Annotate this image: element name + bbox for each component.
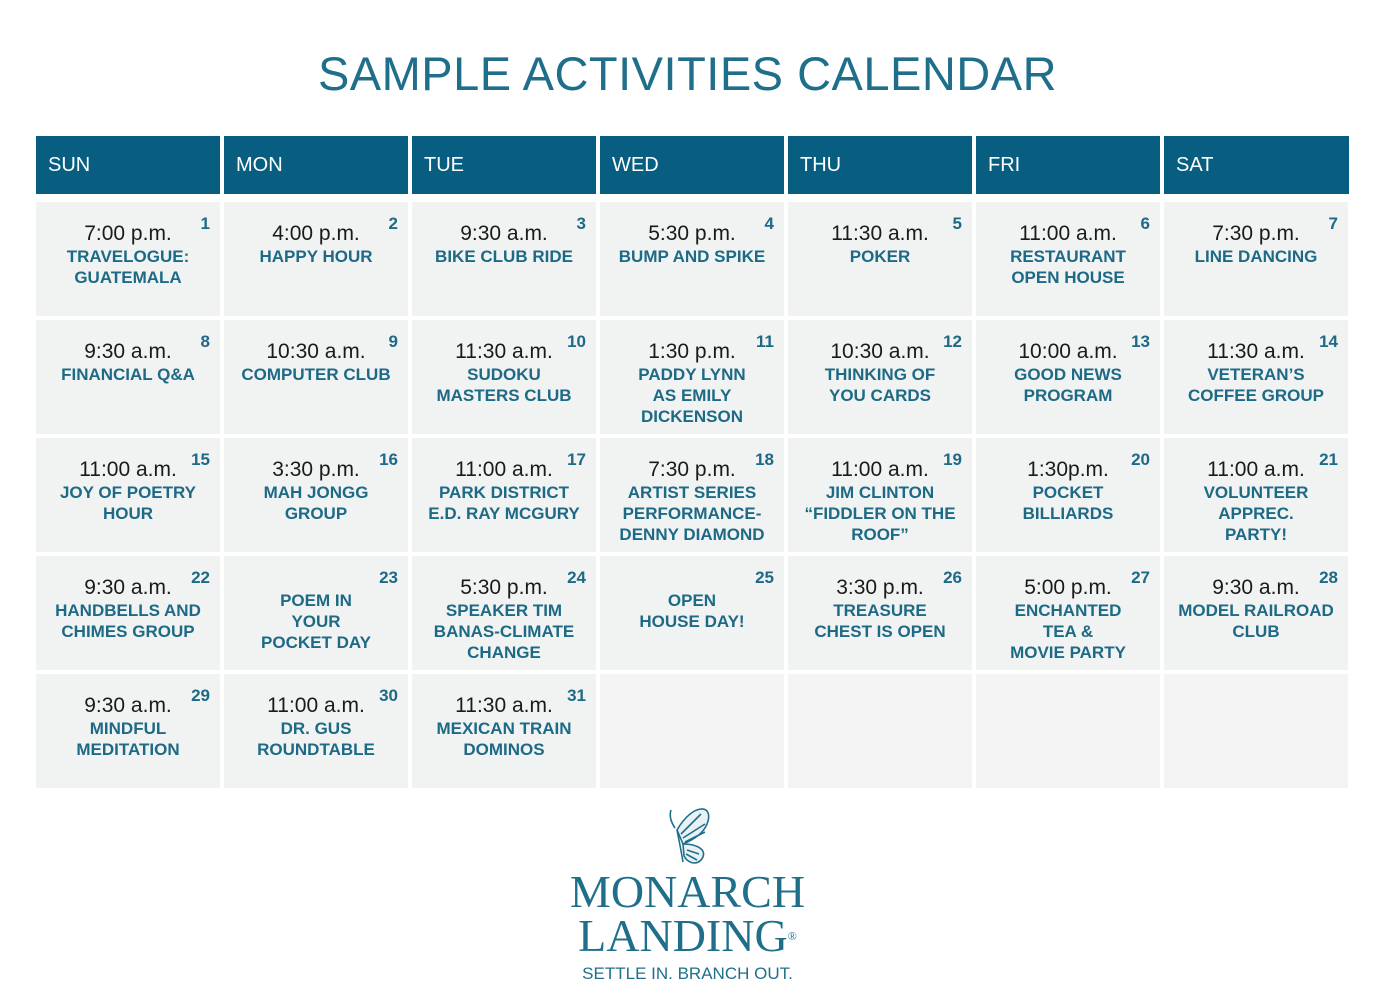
event-title: OPEN HOUSE DAY! xyxy=(639,591,745,631)
weekday-header xyxy=(36,136,1349,194)
event-title: RESTAURANT OPEN HOUSE xyxy=(1010,247,1126,287)
event-title: HAPPY HOUR xyxy=(259,247,373,266)
event-title: JIM CLINTON “FIDDLER ON THE ROOF” xyxy=(804,483,956,544)
day-content xyxy=(224,340,408,385)
event-title: POCKET BILLIARDS xyxy=(1022,483,1114,523)
event-time: 1:30p.m. xyxy=(1027,458,1109,481)
event-title: MINDFUL MEDITATION xyxy=(76,719,180,759)
day-cell xyxy=(788,320,972,434)
event-time: 10:30 a.m. xyxy=(830,340,930,363)
weekday-fri: FRI xyxy=(976,136,1160,194)
day-number: 4 xyxy=(764,214,774,233)
event-title: JOY OF POETRY HOUR xyxy=(59,483,197,523)
event-title: POKER xyxy=(849,247,911,266)
event-title: VOLUNTEER APPREC. PARTY! xyxy=(1203,483,1309,544)
day-number: 27 xyxy=(1131,568,1150,587)
event-title: SPEAKER TIM BANAS-CLIMATE CHANGE xyxy=(433,601,575,662)
day-content xyxy=(36,576,220,642)
day-number: 14 xyxy=(1319,332,1338,351)
day-number: 26 xyxy=(943,568,962,587)
day-content xyxy=(224,222,408,267)
day-cell xyxy=(1164,556,1348,670)
day-number: 21 xyxy=(1319,450,1338,469)
empty-day-cell xyxy=(1164,674,1348,788)
event-time: 11:30 a.m. xyxy=(1207,340,1305,363)
day-content xyxy=(788,340,972,406)
event-title: VETERAN’S COFFEE GROUP xyxy=(1187,365,1324,405)
calendar-grid xyxy=(36,202,1348,788)
day-content xyxy=(36,222,220,288)
event-title: MODEL RAILROAD CLUB xyxy=(1178,601,1334,641)
day-cell xyxy=(1164,202,1348,316)
day-number: 2 xyxy=(388,214,398,233)
day-content xyxy=(1164,576,1348,642)
event-time: 11:00 a.m. xyxy=(455,458,553,481)
day-number: 18 xyxy=(755,450,774,469)
event-time: 5:30 p.m. xyxy=(648,222,736,245)
day-number: 16 xyxy=(379,450,398,469)
weekday-sun: SUN xyxy=(36,136,220,194)
day-content xyxy=(1164,340,1348,406)
event-title: HANDBELLS AND CHIMES GROUP xyxy=(55,601,201,641)
day-content xyxy=(412,576,596,663)
event-time: 5:00 p.m. xyxy=(1024,576,1112,599)
event-title: GOOD NEWS PROGRAM xyxy=(1014,365,1122,405)
weekday-wed: WED xyxy=(600,136,784,194)
event-title: MEXICAN TRAIN DOMINOS xyxy=(436,719,572,759)
event-time: 11:00 a.m. xyxy=(831,458,929,481)
event-title: TRAVELOGUE: GUATEMALA xyxy=(66,247,190,287)
day-number: 31 xyxy=(567,686,586,705)
event-time: 3:30 p.m. xyxy=(272,458,360,481)
day-number: 7 xyxy=(1328,214,1338,233)
event-time: 9:30 a.m. xyxy=(84,576,172,599)
day-cell xyxy=(788,438,972,552)
day-content xyxy=(224,458,408,524)
day-number: 8 xyxy=(200,332,210,351)
day-cell xyxy=(224,674,408,788)
day-content xyxy=(788,576,972,642)
day-cell xyxy=(224,320,408,434)
weekday-thu: THU xyxy=(788,136,972,194)
day-content xyxy=(36,458,220,524)
event-time: 11:30 a.m. xyxy=(831,222,929,245)
event-time: 11:00 a.m. xyxy=(79,458,177,481)
event-time: 9:30 a.m. xyxy=(460,222,548,245)
day-cell xyxy=(976,320,1160,434)
registered-mark: ® xyxy=(787,929,797,943)
day-cell xyxy=(224,556,408,670)
day-content xyxy=(976,222,1160,288)
day-content xyxy=(412,694,596,760)
event-title: FINANCIAL Q&A xyxy=(61,365,195,384)
day-content xyxy=(412,340,596,406)
day-cell xyxy=(600,438,784,552)
day-number: 22 xyxy=(191,568,210,587)
event-time: 11:30 a.m. xyxy=(455,340,553,363)
brand-tagline: SETTLE IN. BRANCH OUT. xyxy=(582,964,793,983)
event-title: BUMP AND SPIKE xyxy=(618,247,766,266)
day-cell xyxy=(412,556,596,670)
day-cell xyxy=(224,438,408,552)
empty-day-cell xyxy=(788,674,972,788)
event-title: BIKE CLUB RIDE xyxy=(435,247,573,266)
day-content xyxy=(412,222,596,267)
day-number: 1 xyxy=(200,214,210,233)
weekday-tue: TUE xyxy=(412,136,596,194)
event-time: 5:30 p.m. xyxy=(460,576,548,599)
day-cell xyxy=(36,438,220,552)
event-time: 10:00 a.m. xyxy=(1018,340,1118,363)
event-title: COMPUTER CLUB xyxy=(241,365,391,384)
event-title: THINKING OF YOU CARDS xyxy=(824,365,936,405)
day-number: 17 xyxy=(567,450,586,469)
event-time: 9:30 a.m. xyxy=(84,694,172,717)
day-cell xyxy=(224,202,408,316)
day-number: 11 xyxy=(756,332,774,351)
day-number: 23 xyxy=(379,568,398,587)
day-cell xyxy=(36,556,220,670)
day-content xyxy=(36,694,220,760)
day-number: 28 xyxy=(1319,568,1338,587)
weekday-mon: MON xyxy=(224,136,408,194)
event-title: PADDY LYNN AS EMILY DICKENSON xyxy=(638,365,746,426)
brand-logo xyxy=(565,800,810,984)
event-time: 11:30 a.m. xyxy=(455,694,553,717)
event-title: TREASURE CHEST IS OPEN xyxy=(814,601,946,641)
day-cell xyxy=(976,202,1160,316)
day-cell xyxy=(412,674,596,788)
day-content xyxy=(976,576,1160,663)
butterfly-icon xyxy=(653,800,723,870)
day-content xyxy=(600,222,784,267)
day-cell xyxy=(412,320,596,434)
day-content xyxy=(36,340,220,385)
day-number: 5 xyxy=(952,214,962,233)
event-title: ENCHANTED TEA & MOVIE PARTY xyxy=(1010,601,1126,662)
event-time: 11:00 a.m. xyxy=(1207,458,1305,481)
event-time: 9:30 a.m. xyxy=(1212,576,1300,599)
day-number: 10 xyxy=(567,332,586,351)
empty-day-cell xyxy=(976,674,1160,788)
day-content xyxy=(788,458,972,545)
day-content xyxy=(600,590,784,632)
day-number: 9 xyxy=(388,332,398,351)
event-title: PARK DISTRICT E.D. RAY MCGURY xyxy=(428,483,580,523)
brand-name-line2 xyxy=(565,910,810,961)
day-number: 13 xyxy=(1131,332,1150,351)
day-number: 3 xyxy=(576,214,586,233)
empty-day-cell xyxy=(600,674,784,788)
day-cell xyxy=(600,202,784,316)
day-content xyxy=(976,340,1160,406)
day-cell xyxy=(36,674,220,788)
event-title: MAH JONGG GROUP xyxy=(263,483,369,523)
event-time: 7:30 p.m. xyxy=(648,458,736,481)
event-time: 11:00 a.m. xyxy=(267,694,365,717)
event-title: SUDOKU MASTERS CLUB xyxy=(436,365,572,405)
day-content xyxy=(224,590,408,653)
day-number: 29 xyxy=(191,686,210,705)
event-title: ARTIST SERIES PERFORMANCE- DENNY DIAMOND xyxy=(619,483,765,544)
day-content xyxy=(600,340,784,427)
day-content xyxy=(1164,458,1348,545)
day-content xyxy=(412,458,596,524)
day-cell xyxy=(976,438,1160,552)
day-content xyxy=(976,458,1160,524)
event-title: DR. GUS ROUNDTABLE xyxy=(257,719,375,759)
event-time: 7:30 p.m. xyxy=(1212,222,1300,245)
event-time: 1:30 p.m. xyxy=(648,340,736,363)
event-time: 9:30 a.m. xyxy=(84,340,172,363)
day-number: 30 xyxy=(379,686,398,705)
brand-name-line1: MONARCH xyxy=(569,866,806,917)
event-time: 7:00 p.m. xyxy=(84,222,172,245)
event-time: 4:00 p.m. xyxy=(272,222,360,245)
day-cell xyxy=(1164,320,1348,434)
day-number: 19 xyxy=(943,450,962,469)
event-title: POEM IN YOUR POCKET DAY xyxy=(261,591,371,652)
day-cell xyxy=(412,438,596,552)
day-cell xyxy=(600,556,784,670)
day-number: 15 xyxy=(191,450,210,469)
day-number: 12 xyxy=(943,332,962,351)
day-cell xyxy=(788,202,972,316)
event-title: LINE DANCING xyxy=(1194,247,1318,266)
day-number: 25 xyxy=(755,568,774,587)
event-time: 11:00 a.m. xyxy=(1019,222,1117,245)
page-title: SAMPLE ACTIVITIES CALENDAR xyxy=(317,47,1058,100)
day-cell xyxy=(36,320,220,434)
day-cell xyxy=(36,202,220,316)
day-number: 20 xyxy=(1131,450,1150,469)
day-content xyxy=(600,458,784,545)
day-cell xyxy=(976,556,1160,670)
weekday-sat: SAT xyxy=(1164,136,1349,194)
brand-name-line2-text: LANDING xyxy=(578,910,788,961)
day-cell xyxy=(412,202,596,316)
day-content xyxy=(1164,222,1348,267)
day-cell xyxy=(788,556,972,670)
day-number: 24 xyxy=(567,568,586,587)
event-time: 10:30 a.m. xyxy=(266,340,366,363)
day-content xyxy=(788,222,972,267)
day-number: 6 xyxy=(1140,214,1150,233)
day-content xyxy=(224,694,408,760)
event-time: 3:30 p.m. xyxy=(836,576,924,599)
day-cell xyxy=(1164,438,1348,552)
day-cell xyxy=(600,320,784,434)
